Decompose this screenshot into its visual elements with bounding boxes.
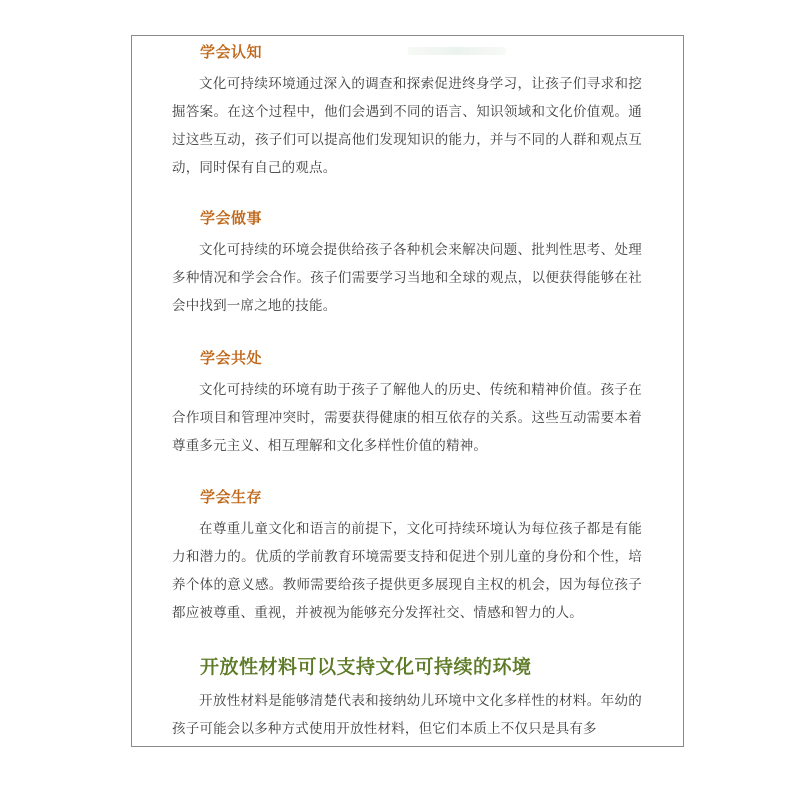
document-page bbox=[131, 35, 684, 747]
section-learning-to-know bbox=[172, 42, 642, 182]
section-paragraph: 文化可持续的环境有助于孩子了解他人的历史、传统和精神价值。孩子在合作项目和管理冲突时，需要获得健康的相互依存的关系。这些互动需要本着尊重多元主义、相互理解和文化多样性价值的精神。 bbox=[172, 382, 642, 454]
section-paragraph: 在尊重儿童文化和语言的前提下，文化可持续环境认为每位孩子都是有能力和潜力的。优质的学前教育环境需要支持和促进个别儿童的身份和个性，培养个体的意义感。教师需要给孩子提供更多展现自主权的机会，因为每位孩子都应被尊重、重视，并被视为能够充分发挥社交、情感和智力的人。 bbox=[172, 521, 642, 621]
section-heading: 学会认知 bbox=[200, 43, 263, 61]
main-heading: 开放性材料可以支持文化可持续的环境 bbox=[200, 656, 532, 678]
section-paragraph: 文化可持续的环境会提供给孩子各种机会来解决问题、批判性思考、处理多种情况和学会合作。孩子们需要学习当地和全球的观点，以便获得能够在社会中找到一席之地的技能。 bbox=[172, 242, 642, 314]
section-learning-to-live-together bbox=[172, 348, 642, 460]
section-heading: 学会生存 bbox=[200, 488, 263, 506]
section-heading: 学会共处 bbox=[200, 349, 263, 367]
section-heading: 学会做事 bbox=[200, 209, 263, 227]
section-open-ended-materials bbox=[172, 687, 642, 743]
section-learning-to-be bbox=[172, 487, 642, 627]
section-paragraph: 文化可持续环境通过深入的调查和探索促进终身学习，让孩子们寻求和挖掘答案。在这个过程中，他们会遇到不同的语言、知识领域和文化价值观。通过这些互动，孩子们可以提高他们发现知识的能力，并与不同的人群和观点互动，同时保有自己的观点。 bbox=[172, 76, 642, 176]
section-learning-to-do bbox=[172, 208, 642, 320]
main-paragraph: 开放性材料是能够清楚代表和接纳幼儿环境中文化多样性的材料。年幼的孩子可能会以多种方式使用开放性材料，但它们本质上不仅只是具有多 bbox=[172, 693, 642, 737]
